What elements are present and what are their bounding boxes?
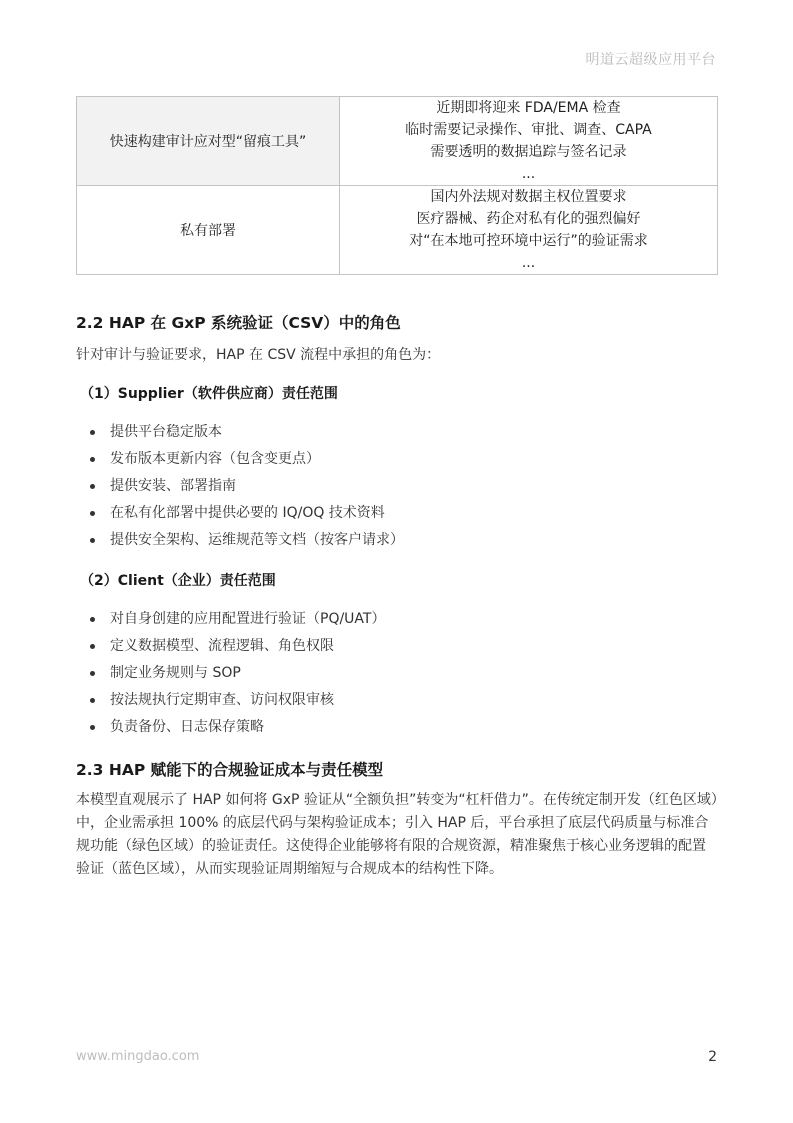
detail-line: 国内外法规对数据主权位置要求	[430, 189, 627, 205]
supplier-list	[88, 422, 404, 557]
list-item-text: 提供安全架构、运维规范等文档（按客户请求）	[110, 532, 404, 548]
section-body: 本模型直观展示了 HAP 如何将 GxP 验证从“全额负担”转变为“杠杆借力”。在传统定制开发（红色区域）中，企业需承担 100% 的底层代码与架构验证成本；引入 HAP 后，平台承担了底层代码质量与标准合规功能（绿色区域）的验证责任。这使得企业能够将有限的合规资源，精准聚焦于核心业务逻辑的配置验证（蓝色区域），从而实现验证周期缩短与合规成本的结构性下降。	[76, 792, 718, 877]
detail-line: 临时需要记录操作、审批、调查、CAPA	[405, 122, 652, 138]
table-row	[77, 186, 718, 275]
list-item-text: 在私有化部署中提供必要的 IQ/OQ 技术资料	[110, 505, 385, 521]
detail-line: 近期即将迎来 FDA/EMA 检查	[436, 100, 621, 116]
client-list	[88, 609, 385, 744]
bullet-dot	[90, 457, 95, 462]
detail-line: 对“在本地可控环境中运行”的验证需求	[409, 233, 648, 249]
bullet-dot	[90, 430, 95, 435]
list-item	[88, 476, 404, 503]
requirements-table	[76, 96, 718, 275]
detail-line: ...	[521, 166, 536, 182]
section-heading-2-3: 2.3 HAP 赋能下的合规验证成本与责任模型	[76, 761, 384, 779]
table-row-label: 私有部署	[77, 186, 340, 275]
table-row	[77, 97, 718, 186]
list-item	[88, 449, 404, 476]
detail-line: ...	[521, 255, 536, 271]
list-item	[88, 636, 385, 663]
page-number: 2	[708, 1049, 717, 1065]
detail-line: 医疗器械、药企对私有化的强烈偏好	[416, 211, 641, 227]
footer-link[interactable]: www.mingdao.com	[76, 1049, 200, 1064]
list-item	[88, 422, 404, 449]
header-brand: 明道云超级应用平台	[585, 52, 716, 68]
list-item	[88, 717, 385, 744]
list-item-text: 负责备份、日志保存策略	[110, 719, 264, 735]
list-item-text: 按法规执行定期审查、访问权限审核	[110, 692, 334, 708]
list-item	[88, 663, 385, 690]
detail-line: 需要透明的数据追踪与签名记录	[430, 144, 627, 160]
bullet-dot	[90, 698, 95, 703]
client-heading: （2）Client（企业）责任范围	[80, 573, 276, 589]
list-item-text: 制定业务规则与 SOP	[110, 665, 241, 681]
list-item-text: 对自身创建的应用配置进行验证（PQ/UAT）	[110, 611, 386, 627]
list-item	[88, 503, 404, 530]
bullet-dot	[90, 511, 95, 516]
list-item-text: 提供平台稳定版本	[110, 424, 222, 440]
list-item	[88, 609, 385, 636]
bullet-dot	[90, 484, 95, 489]
list-item	[88, 690, 385, 717]
list-item	[88, 530, 404, 557]
list-item-text: 定义数据模型、流程逻辑、角色权限	[110, 638, 334, 654]
table-row-details	[340, 186, 718, 275]
section-intro: 针对审计与验证要求，HAP 在 CSV 流程中承担的角色为：	[76, 347, 441, 363]
list-item-text: 发布版本更新内容（包含变更点）	[110, 451, 320, 467]
bullet-dot	[90, 644, 95, 649]
bullet-dot	[90, 617, 95, 622]
bullet-dot	[90, 725, 95, 730]
list-item-text: 提供安装、部署指南	[110, 478, 236, 494]
supplier-heading: （1）Supplier（软件供应商）责任范围	[80, 386, 338, 402]
table-row-label: 快速构建审计应对型“留痕工具”	[77, 97, 340, 186]
bullet-dot	[90, 671, 95, 676]
bullet-dot	[90, 538, 95, 543]
section-heading-2-2: 2.2 HAP 在 GxP 系统验证（CSV）中的角色	[76, 314, 401, 332]
table-row-details	[340, 97, 718, 186]
